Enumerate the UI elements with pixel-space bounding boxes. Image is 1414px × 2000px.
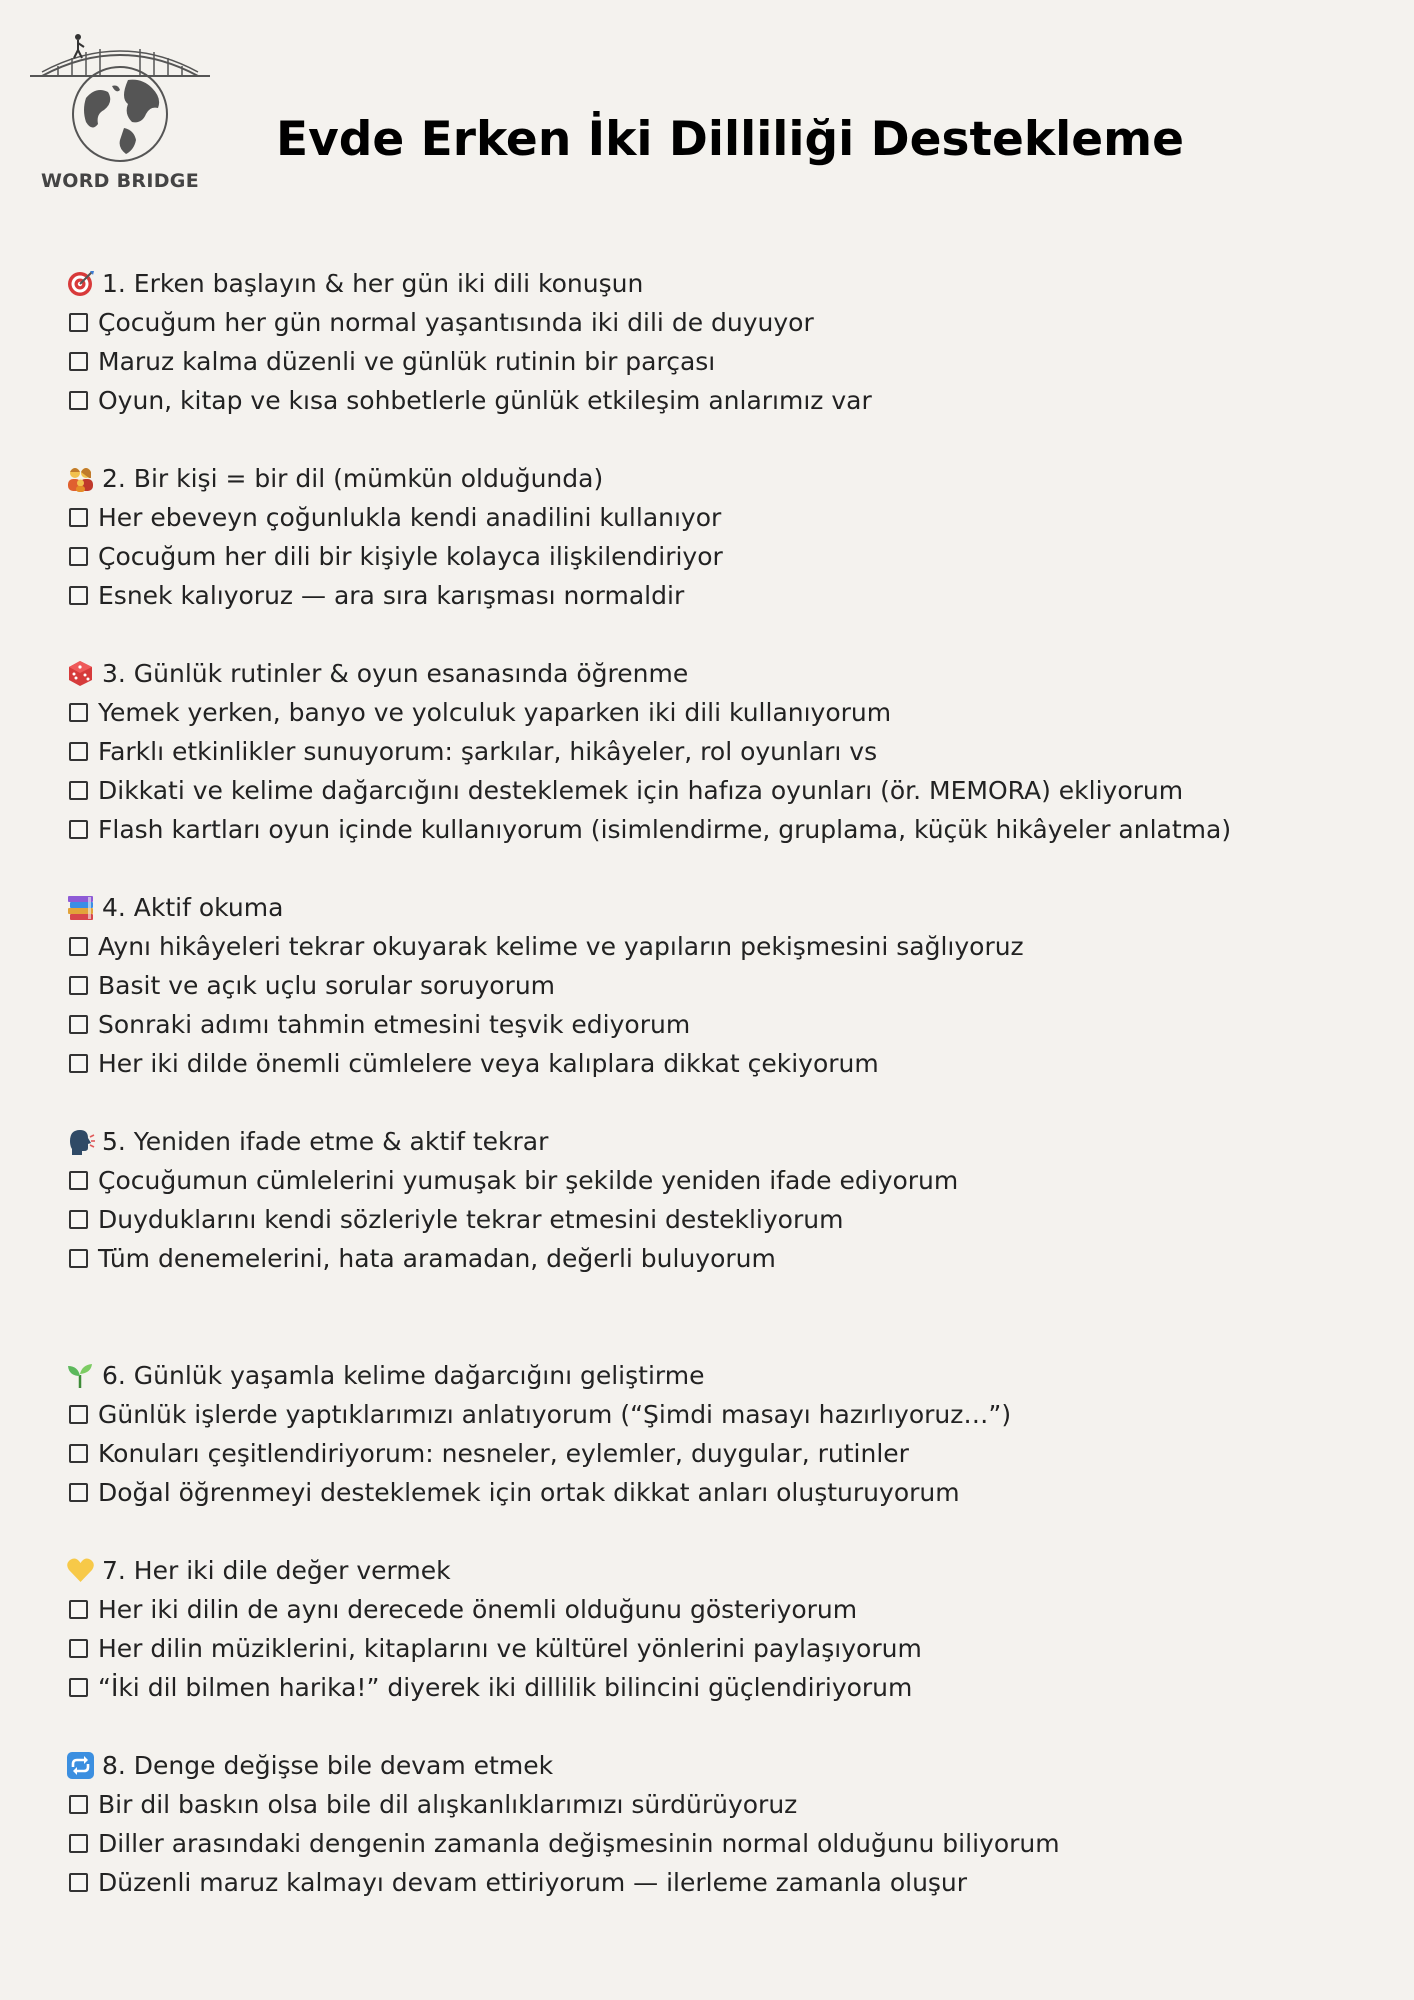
item-text: Çocuğum her dili bir kişiyle kolayca ilişkilendiriyor — [98, 542, 723, 571]
logo-text: WORD BRIDGE — [41, 170, 199, 192]
section-heading-text: 4. Aktif okuma — [102, 893, 284, 922]
item-text: Her iki dilde önemli cümlelere veya kalıplara dikkat çekiyorum — [98, 1049, 879, 1078]
section-heading — [66, 459, 1386, 498]
item-text: Aynı hikâyeleri tekrar okuyarak kelime ve yapıların pekişmesini sağlıyoruz — [98, 932, 1024, 961]
checklist-item[interactable] — [66, 576, 1386, 615]
checkbox[interactable] — [69, 1483, 88, 1502]
item-text: “İki dil bilmen harika!” diyerek iki dillilik bilincini güçlendiriyorum — [98, 1673, 913, 1702]
section-heading-text: 8. Denge değişse bile devam etmek — [102, 1751, 554, 1780]
word-bridge-logo — [28, 28, 212, 200]
checklist-item[interactable] — [66, 1473, 1386, 1512]
section-heading-text: 2. Bir kişi = bir dil (mümkün olduğunda) — [102, 464, 604, 493]
section-3 — [66, 654, 1386, 849]
checklist-item[interactable] — [66, 1200, 1386, 1239]
item-text: Düzenli maruz kalmayı devam ettiriyorum — ilerleme zamanla oluşur — [98, 1868, 968, 1897]
checklist-item[interactable] — [66, 1785, 1386, 1824]
bridge-globe-logo-icon — [28, 28, 212, 168]
item-text: Konuları çeşitlendiriyorum: nesneler, eylemler, duygular, rutinler — [98, 1439, 909, 1468]
section-heading — [66, 1356, 1386, 1395]
checklist — [66, 264, 1386, 1941]
section-heading — [66, 888, 1386, 927]
section-heading — [66, 1746, 1386, 1785]
checklist-item[interactable] — [66, 1629, 1386, 1668]
checklist-item[interactable] — [66, 693, 1386, 732]
books-icon — [66, 893, 95, 922]
checklist-item[interactable] — [66, 1668, 1386, 1707]
checkbox[interactable] — [69, 976, 88, 995]
checkbox[interactable] — [69, 1405, 88, 1424]
item-text: Tüm denemelerini, hata aramadan, değerli buluyorum — [98, 1244, 776, 1273]
item-text: Oyun, kitap ve kısa sohbetlerle günlük etkileşim anlarımız var — [98, 386, 872, 415]
seedling-icon — [66, 1361, 95, 1390]
checklist-item[interactable] — [66, 537, 1386, 576]
checklist-item[interactable] — [66, 1239, 1386, 1278]
checkbox[interactable] — [69, 313, 88, 332]
item-text: Basit ve açık uçlu sorular soruyorum — [98, 971, 556, 1000]
checkbox[interactable] — [69, 937, 88, 956]
section-heading-text: 6. Günlük yaşamla kelime dağarcığını geliştirme — [102, 1361, 705, 1390]
checkbox[interactable] — [69, 508, 88, 527]
section-heading — [66, 1122, 1386, 1161]
section-heading-text: 5. Yeniden ifade etme & aktif tekrar — [102, 1127, 549, 1156]
family-icon — [66, 464, 95, 493]
item-text: Doğal öğrenmeyi desteklemek için ortak dikkat anları oluşturuyorum — [98, 1478, 960, 1507]
checkbox[interactable] — [69, 703, 88, 722]
item-text: Flash kartları oyun içinde kullanıyorum (isimlendirme, gruplama, küçük hikâyeler anlatma) — [98, 815, 1232, 844]
checklist-item[interactable] — [66, 966, 1386, 1005]
checklist-item[interactable] — [66, 810, 1386, 849]
checklist-item[interactable] — [66, 1863, 1386, 1902]
checklist-item[interactable] — [66, 1434, 1386, 1473]
item-text: Bir dil baskın olsa bile dil alışkanlıklarımızı sürdürüyoruz — [98, 1790, 798, 1819]
section-heading — [66, 1551, 1386, 1590]
section-heading — [66, 654, 1386, 693]
checklist-item[interactable] — [66, 1005, 1386, 1044]
target-icon — [66, 269, 95, 298]
section-8 — [66, 1746, 1386, 1902]
checkbox[interactable] — [69, 1639, 88, 1658]
item-text: Sonraki adımı tahmin etmesini teşvik ediyorum — [98, 1010, 691, 1039]
speaking-head-icon — [66, 1127, 95, 1156]
checkbox[interactable] — [69, 1600, 88, 1619]
section-4 — [66, 888, 1386, 1083]
section-2 — [66, 459, 1386, 615]
item-text: Günlük işlerde yaptıklarımızı anlatıyorum (“Şimdi masayı hazırlıyoruz…”) — [98, 1400, 1012, 1429]
checkbox[interactable] — [69, 1834, 88, 1853]
checkbox[interactable] — [69, 547, 88, 566]
section-1 — [66, 264, 1386, 420]
item-text: Yemek yerken, banyo ve yolculuk yaparken iki dili kullanıyorum — [98, 698, 892, 727]
checklist-item[interactable] — [66, 771, 1386, 810]
checkbox[interactable] — [69, 1015, 88, 1034]
item-text: Her dilin müziklerini, kitaplarını ve kültürel yönlerini paylaşıyorum — [98, 1634, 922, 1663]
checklist-item[interactable] — [66, 1044, 1386, 1083]
checkbox[interactable] — [69, 781, 88, 800]
checkbox[interactable] — [69, 352, 88, 371]
item-text: Farklı etkinlikler sunuyorum: şarkılar, hikâyeler, rol oyunları vs — [98, 737, 878, 766]
checkbox[interactable] — [69, 1444, 88, 1463]
repeat-icon — [66, 1751, 95, 1780]
checklist-item[interactable] — [66, 1590, 1386, 1629]
checklist-item[interactable] — [66, 1824, 1386, 1863]
checkbox[interactable] — [69, 1171, 88, 1190]
page-title: Evde Erken İki Dilliliği Destekleme — [276, 112, 1184, 167]
checklist-item[interactable] — [66, 927, 1386, 966]
checklist-item[interactable] — [66, 342, 1386, 381]
item-text: Her ebeveyn çoğunlukla kendi anadilini kullanıyor — [98, 503, 722, 532]
checkbox[interactable] — [69, 742, 88, 761]
item-text: Çocuğum her gün normal yaşantısında iki dili de duyuyor — [98, 308, 814, 337]
checkbox[interactable] — [69, 1873, 88, 1892]
checklist-item[interactable] — [66, 381, 1386, 420]
item-text: Esnek kalıyoruz — ara sıra karışması normaldir — [98, 581, 685, 610]
section-6 — [66, 1356, 1386, 1512]
checklist-item[interactable] — [66, 1395, 1386, 1434]
item-text: Çocuğumun cümlelerini yumuşak bir şekilde yeniden ifade ediyorum — [98, 1166, 959, 1195]
section-heading-text: 7. Her iki dile değer vermek — [102, 1556, 451, 1585]
checklist-item[interactable] — [66, 498, 1386, 537]
checkbox[interactable] — [69, 391, 88, 410]
checkbox[interactable] — [69, 1678, 88, 1697]
yellow-heart-icon — [66, 1556, 95, 1585]
checkbox[interactable] — [69, 586, 88, 605]
checkbox[interactable] — [69, 820, 88, 839]
item-text: Diller arasındaki dengenin zamanla değişmesinin normal olduğunu biliyorum — [98, 1829, 1060, 1858]
checklist-item[interactable] — [66, 303, 1386, 342]
item-text: Her iki dilin de aynı derecede önemli olduğunu gösteriyorum — [98, 1595, 858, 1624]
checklist-item[interactable] — [66, 732, 1386, 771]
checkbox[interactable] — [69, 1795, 88, 1814]
dice-icon — [66, 659, 95, 688]
checklist-item[interactable] — [66, 1161, 1386, 1200]
item-text: Dikkati ve kelime dağarcığını desteklemek için hafıza oyunları (ör. MEMORA) ekliyorum — [98, 776, 1184, 805]
section-7 — [66, 1551, 1386, 1707]
section-heading-text: 1. Erken başlayın & her gün iki dili konuşun — [102, 269, 644, 298]
checkbox[interactable] — [69, 1210, 88, 1229]
checkbox[interactable] — [69, 1249, 88, 1268]
section-heading-text: 3. Günlük rutinler & oyun esanasında öğrenme — [102, 659, 689, 688]
item-text: Duyduklarını kendi sözleriyle tekrar etmesini destekliyorum — [98, 1205, 844, 1234]
checkbox[interactable] — [69, 1054, 88, 1073]
section-heading — [66, 264, 1386, 303]
item-text: Maruz kalma düzenli ve günlük rutinin bir parçası — [98, 347, 716, 376]
section-5 — [66, 1122, 1386, 1278]
